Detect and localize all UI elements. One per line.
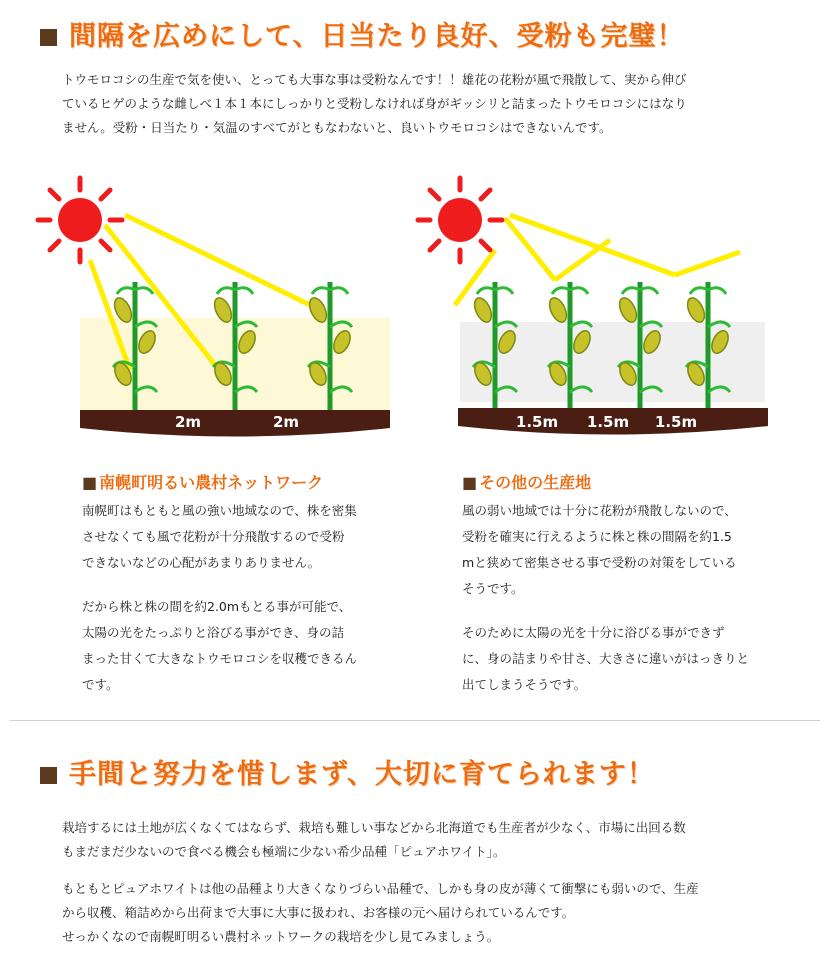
section2-heading [40,752,655,791]
text-line: に、身の詰まりや甘さ、大きさに違いがはっきりと [462,651,750,666]
heading-square-icon [40,767,57,784]
left-column-p1 [82,498,357,576]
intro-line: ているヒゲのような雌しべ１本１本にしっかりと受粉しなければ身がギッシリと詰まったトウモロコシにはなり [62,96,687,111]
text-line: できないなどの心配があまりありません。 [82,555,321,570]
spacing-label: 1.5m [586,413,630,431]
left-column-heading-text: 南幌町明るい農村ネットワーク [99,473,324,492]
text-line: そのために太陽の光を十分に浴びる事ができず [462,625,725,640]
section1-heading [40,14,684,53]
heading-square-icon: ■ [462,473,478,492]
text-line: まった甘くて大きなトウモロコシを収穫できるん [82,651,358,666]
text-line: 風の弱い地域では十分に花粉が飛散しないので、 [462,503,737,518]
sun-rays-right [455,215,740,305]
sun-icon [418,178,502,262]
heading-square-icon [40,29,57,46]
spacing-diagram-left [30,170,400,445]
text-line: 太陽の光をたっぷりと浴びる事ができ、身の詰 [82,625,345,640]
spacing-label: 2m [174,413,202,431]
text-line: 出てしまうそうです。 [462,677,587,692]
sun-icon [38,178,122,262]
text-line: mと狭めて密集させる事で受粉の対策をしている [462,555,737,570]
right-column-heading-text: その他の生産地 [479,473,592,492]
text-line: 南幌町はもともと風の強い地域なので、株を密集 [82,503,357,518]
text-line: もともとピュアホワイトは他の品種より大きくなりづらい品種で、しかも身の皮が薄くて衝撃にも弱いので、生産 [62,881,699,896]
section2-p2 [62,877,699,949]
text-line: もまだまだ少ないので食べる機会も極端に少ない希少品種「ピュアホワイト」。 [62,844,506,859]
left-column-p2 [82,594,357,698]
text-line: せっかくなので南幌町明るい農村ネットワークの栽培を少し見てみましょう。 [62,929,500,944]
spacing-label: 2m [272,413,300,431]
right-column-heading [462,470,591,493]
left-column-heading [82,470,323,493]
intro-line: ません。受粉・日当たり・気温のすべてがともなわないと、良いトウモロコシはできないんです。 [62,120,612,135]
section2-title: 手間と努力を惜しまず、大切に育てられます！ [69,759,655,790]
intro-line: トウモロコシの生産で気を使い、とっても大事な事は受粉なんです！！雄花の花粉が風で飛散して、実から伸び [62,72,687,87]
right-column-p2 [462,620,749,698]
text-line: です。 [82,677,119,692]
text-line: から収穫、箱詰めから出荷まで大事に大事に扱われ、お客様の元へ届けられているんです。 [62,905,575,920]
section1-intro [62,68,687,140]
text-line: だから株と株の間を約2.0mもとる事が可能で、 [82,599,352,614]
text-line: させなくても風で花粉が十分飛散するので受粉 [82,529,345,544]
text-line: 受粉を確実に行えるように株と株の間隔を約1.5 [462,529,732,544]
section2-p1 [62,816,686,864]
spacing-label: 1.5m [515,413,559,431]
heading-square-icon: ■ [82,473,98,492]
ground [80,410,390,437]
text-line: そうです。 [462,581,524,596]
spacing-label: 1.5m [654,413,698,431]
right-column-p1 [462,498,737,602]
spacing-diagram-right [410,170,780,445]
section-divider [10,720,820,721]
text-line: 栽培するには土地が広くなくてはならず、栽培も難しい事などから北海道でも生産者が少なく、市場に出回る数 [62,820,686,835]
section1-title: 間隔を広めにして、日当たり良好、受粉も完璧！ [69,21,685,52]
